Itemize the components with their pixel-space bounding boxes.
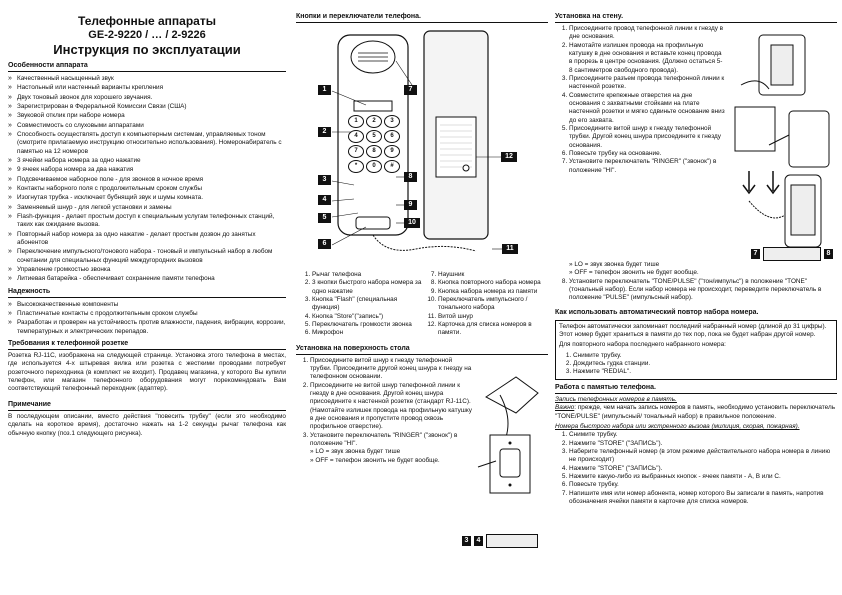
- legend-item: 6. Микрофон: [312, 329, 422, 337]
- feature-item: » Переключение импульсного/тонового набора - тоновый и импульсный набор в любом сочетании для специальных функций междугородних вызовов: [8, 247, 286, 265]
- keypad-key[interactable]: *: [348, 160, 364, 173]
- wall-ringer-off: » OFF = телефон звонить не будет вообще.: [569, 269, 699, 277]
- legend-left: [296, 271, 422, 338]
- callout-6: 6: [318, 239, 331, 249]
- feature-item: » 3 ячейки набора номера за одно нажатие: [8, 156, 286, 165]
- wall-step: 3. Присоедините разъем провода телефонной линии к настенной розетке.: [569, 75, 725, 92]
- feature-item: » Качественный насыщенный звук: [8, 74, 286, 83]
- wall-step: 4. Совместите крепежные отверстия на дне основания с захватными стойками на плате настенной розетки и мягко сдвиньте основание вниз до его захвата.: [569, 92, 725, 125]
- desk-step: 3. Установите переключатель "RINGER" ("звонок") в положение "HI".: [310, 432, 472, 449]
- note-text: В последующем описании, вместо действия "повесить трубку" (если это необходимо сделать на короткое время), достаточно нажать на 1-2 секунды рычаг телефона как обычную кнопку (поз.1 следующего рисунка).: [8, 412, 286, 437]
- memory-speed-dial-subheading: Номера быстрого набора или экстренного вызова (милиция, скорая, пожарная).: [555, 422, 800, 430]
- feature-item: » Повторный набор номера за одно нажатие - делает простым дозвон до занятых абонентов: [8, 230, 286, 248]
- keypad-key[interactable]: 6: [384, 130, 400, 143]
- wall-step: 6. Повесьте трубку на основание.: [569, 150, 725, 158]
- reliability-heading: Надежность: [8, 287, 286, 298]
- keypad-key[interactable]: #: [384, 160, 400, 173]
- memory-step: 6. Повесьте трубку.: [569, 481, 837, 489]
- reliability-item: » Разработан и проверен на устойчивость против влажности, падения, вибрации, коррозии, температурных и электрических перепадов.: [8, 318, 286, 336]
- title-line: Телефонные аппараты: [78, 14, 216, 28]
- legend-item: 4. Кнопка "Store"("запись"): [312, 313, 422, 321]
- keypad-key[interactable]: 7: [348, 145, 364, 158]
- feature-item: » Звуковой отклик при наборе номера: [8, 111, 286, 120]
- legend-item: 10. Переключатель импульсного / тонального набора: [438, 296, 548, 313]
- redial-step: 3. Нажмите "REDIAL".: [573, 368, 833, 376]
- note-heading: Примечание: [8, 400, 286, 411]
- feature-item: » Подсвечиваемое наборное поле - для звонков в ночное время: [8, 175, 286, 184]
- callout-10: 10: [404, 218, 420, 228]
- callout-3: 3: [318, 175, 331, 185]
- memory-step: 5. Нажмите какую-либо из выбранных кнопок - ячеек памяти - A, B или C.: [569, 473, 837, 481]
- wall-install-step-8: [555, 278, 837, 303]
- features-list: [8, 74, 286, 284]
- legend-item: 7. Наушник: [438, 271, 548, 279]
- redial-lead: Для повторного набора последнего набранного номера:: [559, 341, 726, 349]
- callout-4: 4: [318, 195, 331, 205]
- socket-heading: Требования к телефонной розетке: [8, 339, 286, 350]
- keypad-key[interactable]: 4: [348, 130, 364, 143]
- switch-label-3: 3: [462, 536, 471, 546]
- legend-item: 9. Кнопка набора номера из памяти: [438, 288, 548, 296]
- wall-install-steps: [555, 25, 725, 175]
- tone-switch-panel: [763, 247, 821, 261]
- desk-install-body: [296, 357, 548, 507]
- feature-item: » Настольный или настенный варианты крепления: [8, 83, 286, 92]
- feature-item: » Контакты наборного поля с продолжительным сроком службы: [8, 184, 286, 193]
- wall-step: 7. Установите переключатель "RINGER" ("звонок") в положение "HI".: [569, 158, 725, 175]
- callout-7: 7: [404, 85, 417, 95]
- keypad-key[interactable]: 5: [366, 130, 382, 143]
- feature-item: » Flash-функция - делает простым доступ к специальным услугам телефонных станций, таких как ожидание вызова.: [8, 212, 286, 230]
- wall-step: 1. Присоедините провод телефонной линии к гнезду в дне основания.: [569, 25, 725, 42]
- switch-panel: [486, 534, 538, 548]
- wall-ringer-lo: » LO = звук звонка будет тише: [569, 261, 660, 269]
- feature-item: » Совместимость со слуховыми аппаратами: [8, 121, 286, 130]
- subtitle: Инструкция по эксплуатации: [53, 42, 241, 57]
- redial-text: Телефон автоматически запоминает последний набранный номер (длиной до 31 цифры). Этот номер будет храниться в памяти до тех пор, пока не будет набран другой номер.: [559, 322, 827, 339]
- memory-subheading: Запись телефонных номеров в память.: [555, 395, 677, 403]
- switch-label-4: 4: [474, 536, 483, 546]
- wall-install-heading: Установка на стену.: [555, 12, 837, 23]
- feature-item: » Изогнутая трубка - исключает бубнящий звук и шумы комната.: [8, 193, 286, 202]
- legend-item: 8. Кнопка повторного набора номера: [438, 279, 548, 287]
- callout-1: 1: [318, 85, 331, 95]
- model-numbers: GE-2-9220 / … / 2-9226: [88, 29, 206, 41]
- wall-figures: [729, 25, 837, 255]
- socket-text: Розетка RJ-11C, изображена на следующей странице. Установка этого телефона в местах, где используется 4-х штыревая вилка или розетка с жесткими проводами потребует розеточного переходника (в комплект не входит). Продавец магазина, у которого Вы купили телефон, или магазин телефонного оборудования могут порекомендовать Вам соответствующий телефонный переходник (адаптер).: [8, 352, 286, 393]
- buttons-heading: Кнопки и переключатели телефона.: [296, 12, 548, 23]
- desk-ringer-lo: » LO = звук звонка будет тише: [310, 448, 401, 456]
- feature-item: » Литиевая батарейка - обеспечивает сохранение памяти телефона: [8, 274, 286, 283]
- memory-step: 1. Снимите трубку.: [569, 431, 837, 439]
- feature-item: » Двух тоновый звонок для хорошего звучания.: [8, 93, 286, 102]
- desk-step: 1. Присоедините витой шнур к гнезду телефонной трубки. Присоедините другой конец шнура к гнезду на телефонном основании.: [310, 357, 472, 382]
- keypad: [348, 115, 398, 173]
- desk-install-steps: [296, 357, 472, 449]
- keypad-key[interactable]: 1: [348, 115, 364, 128]
- wall-step: 2. Намотайте излишек провода на профильную катушку в дне основания и вставьте конец провода в прорезь в центре основания. (Должно остаться 5-8 сантиметров свободного провода).: [569, 42, 725, 75]
- memory-steps: [555, 431, 837, 506]
- feature-item: » 9 ячеек набора номера за два нажатия: [8, 165, 286, 174]
- column-left: [8, 0, 286, 595]
- column-right: [555, 0, 837, 595]
- wall-socket-figure: [476, 357, 548, 507]
- redial-steps: [559, 352, 833, 377]
- callout-12: 12: [501, 152, 517, 162]
- redial-heading: Как использовать автоматический повтор набора номера.: [555, 308, 759, 316]
- wall-install-body: [555, 25, 837, 255]
- callout-2: 2: [318, 127, 331, 137]
- switch-label-8: 8: [824, 249, 833, 259]
- memory-heading: Работа с памятью телефона.: [555, 383, 837, 394]
- features-heading: Особенности аппарата: [8, 61, 286, 72]
- legend-item: 3. Кнопка "Flash" (специальная функция): [312, 296, 422, 313]
- wall-step: 8. Установите переключатель "TONE/PULSE" ("тон/импульс") в положение "TONE" (тональный набор). Если набор номера не происходит, переведите переключатель в положение "PULSE" (импульсный набор).: [569, 278, 837, 303]
- reliability-item: » Пластинчатые контакты с продолжительным сроком службы: [8, 309, 286, 318]
- memory-step: 2. Нажмите "STORE" ("ЗАПИСЬ").: [569, 440, 837, 448]
- legend-item: 1. Рычаг телефона: [312, 271, 422, 279]
- socket-illustration: [476, 357, 548, 507]
- callout-5: 5: [318, 213, 331, 223]
- phone-illustration: [296, 27, 548, 267]
- memory-important: Важно: прежде, чем начать запись номеров в память, необходимо установить переключатель "TONE/PULSE" (импульсный/ тональный набор) в правильное положение.: [555, 404, 836, 420]
- switch-label-7: 7: [751, 249, 760, 259]
- keypad-key[interactable]: 8: [366, 145, 382, 158]
- feature-item: » Заменяемый шнур - для легкой установки и замены: [8, 203, 286, 212]
- wall-mount-illustration: [729, 25, 837, 255]
- feature-item: » Управление громкостью звонка: [8, 265, 286, 274]
- memory-step: 4. Нажмите "STORE" ("ЗАПИСЬ").: [569, 465, 837, 473]
- wall-step: 5. Присоедините витой шнур к гнезду телефонной трубки. Другой конец шнура присоедините к гнезду основания.: [569, 125, 725, 150]
- reliability-item: » Высококачественные компоненты: [8, 300, 286, 309]
- keypad-key[interactable]: 3: [384, 115, 400, 128]
- phone-diagram: [296, 27, 548, 267]
- memory-step: 7. Напишите имя или номер абонента, номер которого Вы записали в память, напротив обозначения ячейки памяти в карточке для списка номеров.: [569, 490, 837, 507]
- legend-item: 2. 3 кнопки быстрого набора номера за одно нажатие: [312, 279, 422, 296]
- keypad-key[interactable]: 2: [366, 115, 382, 128]
- keypad-key[interactable]: 9: [384, 145, 400, 158]
- parts-legend: [296, 271, 548, 338]
- desk-install-heading: Установка на поверхность стола: [296, 344, 548, 355]
- redial-step: 1. Снимите трубку.: [573, 352, 833, 360]
- redial-step: 2. Дождитесь гудка станции.: [573, 360, 833, 368]
- switch-panel-figure: [462, 534, 546, 550]
- feature-item: » Способность осуществлять доступ к компьютерным системам, управляемых тоном (смотрите прилагаемую инструкцию относительно использования). Номеронабиратель с памятью на 12 номеров: [8, 130, 286, 156]
- callout-8: 8: [404, 172, 417, 182]
- desk-step: 2. Присоедините не витой шнур телефонной линии к гнезду в дне основания. Другой конец шнура присоедините к настенной розетке (стандарт RJ-11C). (Намотайте излишек провода на профильную катушку в дне основания и пропустите провод сквозь профильное отверстие).: [310, 382, 472, 432]
- reliability-list: [8, 300, 286, 336]
- redial-box: [555, 320, 837, 380]
- feature-item: » Зарегистрирован в Федеральной Комиссии Связи (США): [8, 102, 286, 111]
- document-title: [8, 14, 286, 58]
- legend-item: 11. Витой шнур: [438, 313, 548, 321]
- keypad-key[interactable]: 0: [366, 160, 382, 173]
- callout-11: 11: [502, 244, 518, 254]
- legend-item: 12. Карточка для списка номеров в памяти.: [438, 321, 548, 338]
- memory-step: 3. Наберите телефонный номер (в этом режиме действительного набора номера в линию не происходит): [569, 448, 837, 465]
- column-middle: [296, 0, 548, 595]
- desk-ringer-off: » OFF = телефон звонить не будет вообще.: [310, 456, 440, 464]
- legend-right: [422, 271, 548, 338]
- callout-9: 9: [404, 200, 417, 210]
- legend-item: 5. Переключатель громкости звонка: [312, 321, 422, 329]
